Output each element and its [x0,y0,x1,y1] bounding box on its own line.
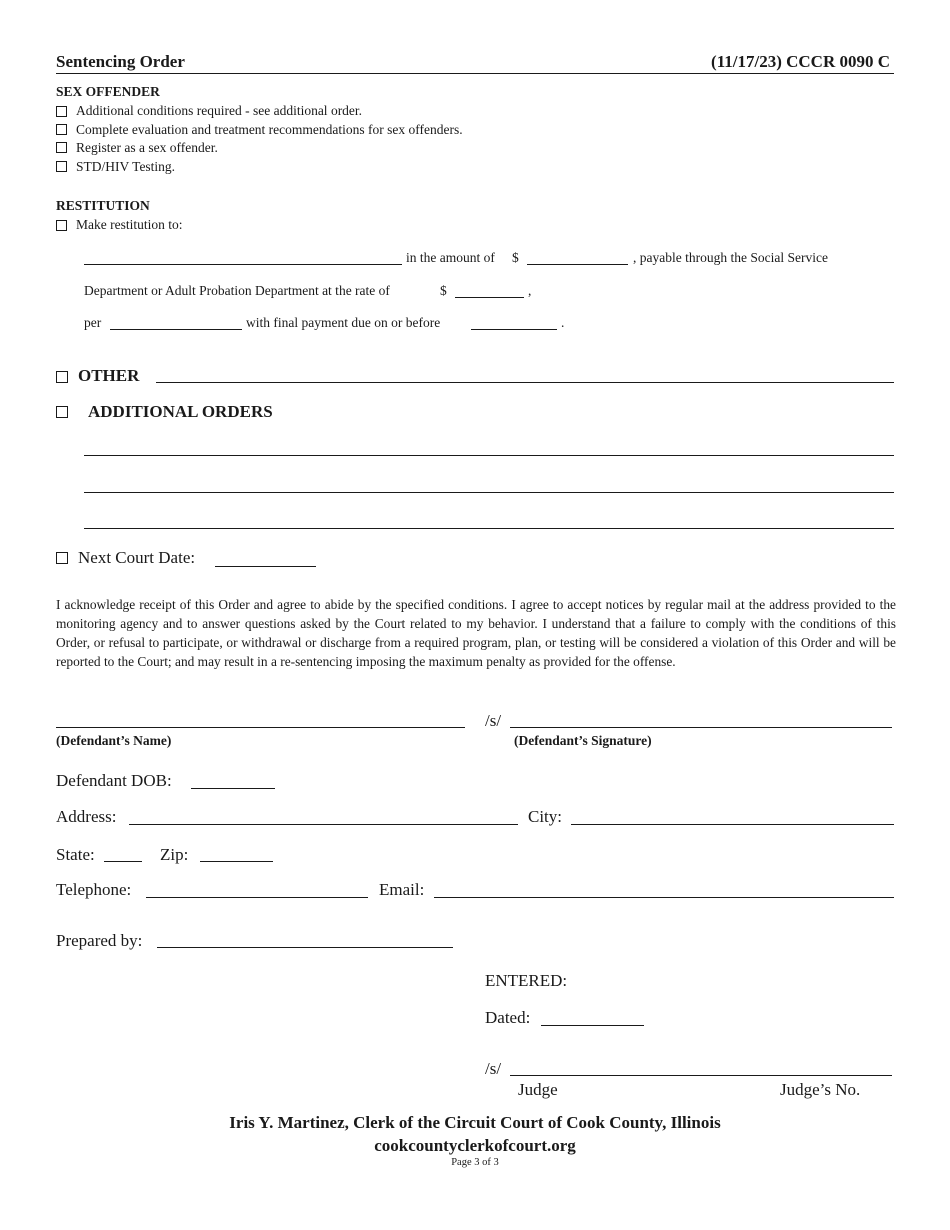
sex-offender-register-checkbox[interactable] [56,142,67,153]
other-checkbox[interactable] [56,371,68,383]
sex-offender-option-label: Complete evaluation and treatment recommendations for sex offenders. [76,122,463,137]
judge-sig-prefix: /s/ [485,1059,502,1078]
sex-offender-option-label: Register as a sex offender. [76,140,218,155]
restitution-rate-field[interactable] [455,297,524,298]
currency-symbol: $ [512,250,519,265]
defendant-name-caption: (Defendant’s Name) [56,733,172,748]
judge-signature-field[interactable] [510,1075,892,1076]
per-label: per [84,315,102,330]
additional-orders-line-1[interactable] [84,455,894,456]
sex-offender-heading: SEX OFFENDER [56,84,160,99]
other-label: OTHER [78,366,140,385]
additional-orders-label: ADDITIONAL ORDERS [88,402,273,421]
telephone-field[interactable] [146,897,368,898]
email-label: Email: [379,880,425,899]
city-field[interactable] [571,824,894,825]
telephone-label: Telephone: [56,880,132,899]
dated-field[interactable] [541,1025,644,1026]
defendant-signature-caption: (Defendant’s Signature) [514,733,652,748]
address-label: Address: [56,807,117,826]
final-period: . [561,315,565,330]
amount-label: in the amount of [406,250,495,265]
state-label: State: [56,845,95,864]
clerk-footer: Iris Y. Martinez, Clerk of the Circuit Court of Cook County, Illinois [229,1113,721,1132]
entered-label: ENTERED: [485,971,568,990]
next-court-date-checkbox[interactable] [56,552,68,564]
currency-symbol: $ [440,283,447,298]
sex-offender-option-label: Additional conditions required - see additional order. [76,103,363,118]
judge-number-caption: Judge’s No. [780,1080,861,1099]
clerk-website[interactable]: cookcountyclerkofcourt.org [374,1136,576,1155]
form-code: (11/17/23) CCCR 0090 C [711,52,890,71]
sex-offender-option-label: STD/HIV Testing. [76,159,176,174]
sex-offender-std-testing-checkbox[interactable] [56,161,67,172]
city-label: City: [528,807,563,826]
address-field[interactable] [129,824,518,825]
prepared-by-field[interactable] [157,947,453,948]
next-court-date-field[interactable] [215,566,316,567]
payable-label: , payable through the Social Service [633,250,828,265]
zip-label: Zip: [160,845,189,864]
other-field[interactable] [156,382,894,383]
restitution-heading: RESTITUTION [56,198,150,213]
make-restitution-label: Make restitution to: [76,217,183,232]
restitution-period-field[interactable] [110,329,242,330]
dob-field[interactable] [191,788,275,789]
sex-offender-evaluation-checkbox[interactable] [56,124,67,135]
rate-comma: , [528,283,532,298]
additional-orders-line-2[interactable] [84,492,894,493]
restitution-payee-field[interactable] [84,264,402,265]
form-title: Sentencing Order [56,52,185,71]
defendant-signature-field[interactable] [510,727,892,728]
judge-caption: Judge [518,1080,558,1099]
state-field[interactable] [104,861,142,862]
additional-orders-checkbox[interactable] [56,406,68,418]
dated-label: Dated: [485,1008,531,1027]
page-number: Page 3 of 3 [451,1157,499,1168]
make-restitution-checkbox[interactable] [56,220,67,231]
zip-field[interactable] [200,861,273,862]
final-payment-label: with final payment due on or before [246,315,441,330]
defendant-sig-prefix: /s/ [485,711,502,730]
prepared-by-label: Prepared by: [56,931,143,950]
department-rate-label: Department or Adult Probation Department at the rate of [84,283,390,298]
header-rule [56,73,894,74]
sex-offender-additional-conditions-checkbox[interactable] [56,106,67,117]
restitution-amount-field[interactable] [527,264,628,265]
acknowledgment-text: I acknowledge receipt of this Order and agree to abide by the specified conditions. I agree to accept notices by regular mail at the address provided to the monitoring agency and to answer questions asked by the Court related to my behavior. I understand that a failure to comply with the conditions of this Order, or refusal to participate, or withdrawal or discharge from a required program, plan, or testing will be considered a violation of this Order and will be reported to the Court; and may result in a re-sentencing imposing the maximum penalty as provided for the offense. [56,597,896,669]
final-payment-date-field[interactable] [471,329,557,330]
email-field[interactable] [434,897,894,898]
dob-label: Defendant DOB: [56,771,172,790]
defendant-name-field[interactable] [56,727,465,728]
additional-orders-line-3[interactable] [84,528,894,529]
next-court-date-label: Next Court Date: [78,548,196,567]
